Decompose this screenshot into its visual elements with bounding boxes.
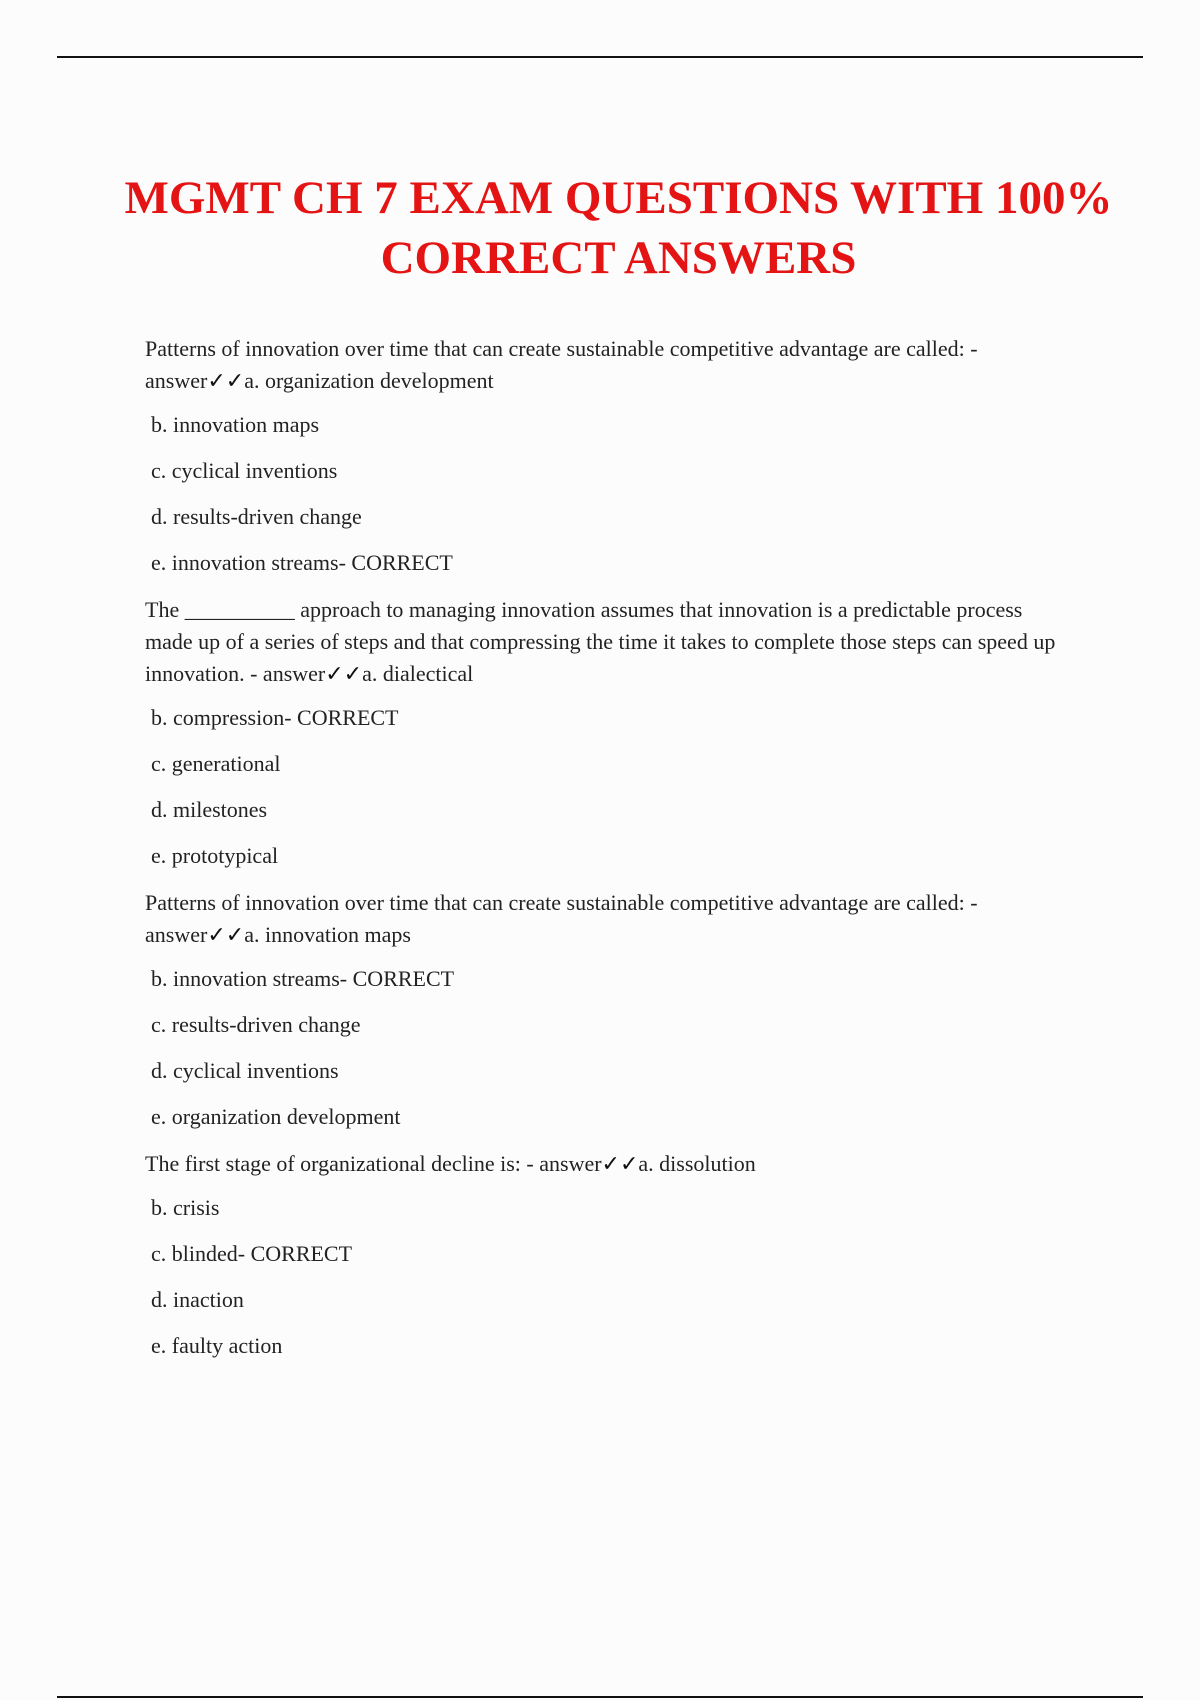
question-4 (145, 1148, 1065, 1181)
option-c: c. blinded- CORRECT (151, 1241, 353, 1266)
option-b: b. compression- CORRECT (151, 705, 399, 730)
option-d: d. cyclical inventions (151, 1058, 339, 1083)
question-2 (145, 594, 1065, 691)
question-3 (145, 887, 1065, 952)
question-prompt: The __________ approach to managing innovation assumes that innovation is a predictable process made up of a series of steps and that compressing the time it takes to complete those steps can speed up innovation. - answer (145, 597, 1056, 686)
double-check-icon: ✓✓ (325, 662, 363, 687)
option-d: d. milestones (151, 797, 268, 822)
option-e: e. prototypical (151, 843, 279, 868)
option-c: c. cyclical inventions (151, 458, 338, 483)
question-prompt: Patterns of innovation over time that can create sustainable competitive advantage are called: - answer (145, 336, 978, 393)
question-prompt: The first stage of organizational decline is: - answer (145, 1151, 602, 1176)
option-a: a. dialectical (362, 661, 474, 686)
bottom-rule (57, 1696, 1143, 1698)
option-c: c. results-driven change (151, 1012, 361, 1037)
option-b: b. crisis (151, 1195, 220, 1220)
option-a: a. organization development (244, 368, 494, 393)
double-check-icon: ✓✓ (207, 369, 245, 394)
option-d: d. inaction (151, 1287, 244, 1312)
option-c: c. generational (151, 751, 281, 776)
question-prompt: Patterns of innovation over time that can create sustainable competitive advantage are called: - answer (145, 890, 978, 947)
option-a: a. dissolution (638, 1151, 756, 1176)
option-d: d. results-driven change (151, 504, 362, 529)
top-rule (57, 56, 1143, 58)
double-check-icon: ✓✓ (207, 923, 245, 948)
document-title: MGMT CH 7 EXAM QUESTIONS WITH 100% CORRECT ANSWERS (124, 172, 1113, 284)
option-e: e. organization development (151, 1104, 401, 1129)
question-list (145, 333, 1065, 1377)
option-b: b. innovation maps (151, 412, 320, 437)
question-1 (145, 333, 1065, 398)
option-e: e. faulty action (151, 1333, 283, 1358)
option-e: e. innovation streams- CORRECT (151, 550, 453, 575)
option-a: a. innovation maps (244, 922, 411, 947)
option-b: b. innovation streams- CORRECT (151, 966, 455, 991)
double-check-icon: ✓✓ (601, 1152, 639, 1177)
